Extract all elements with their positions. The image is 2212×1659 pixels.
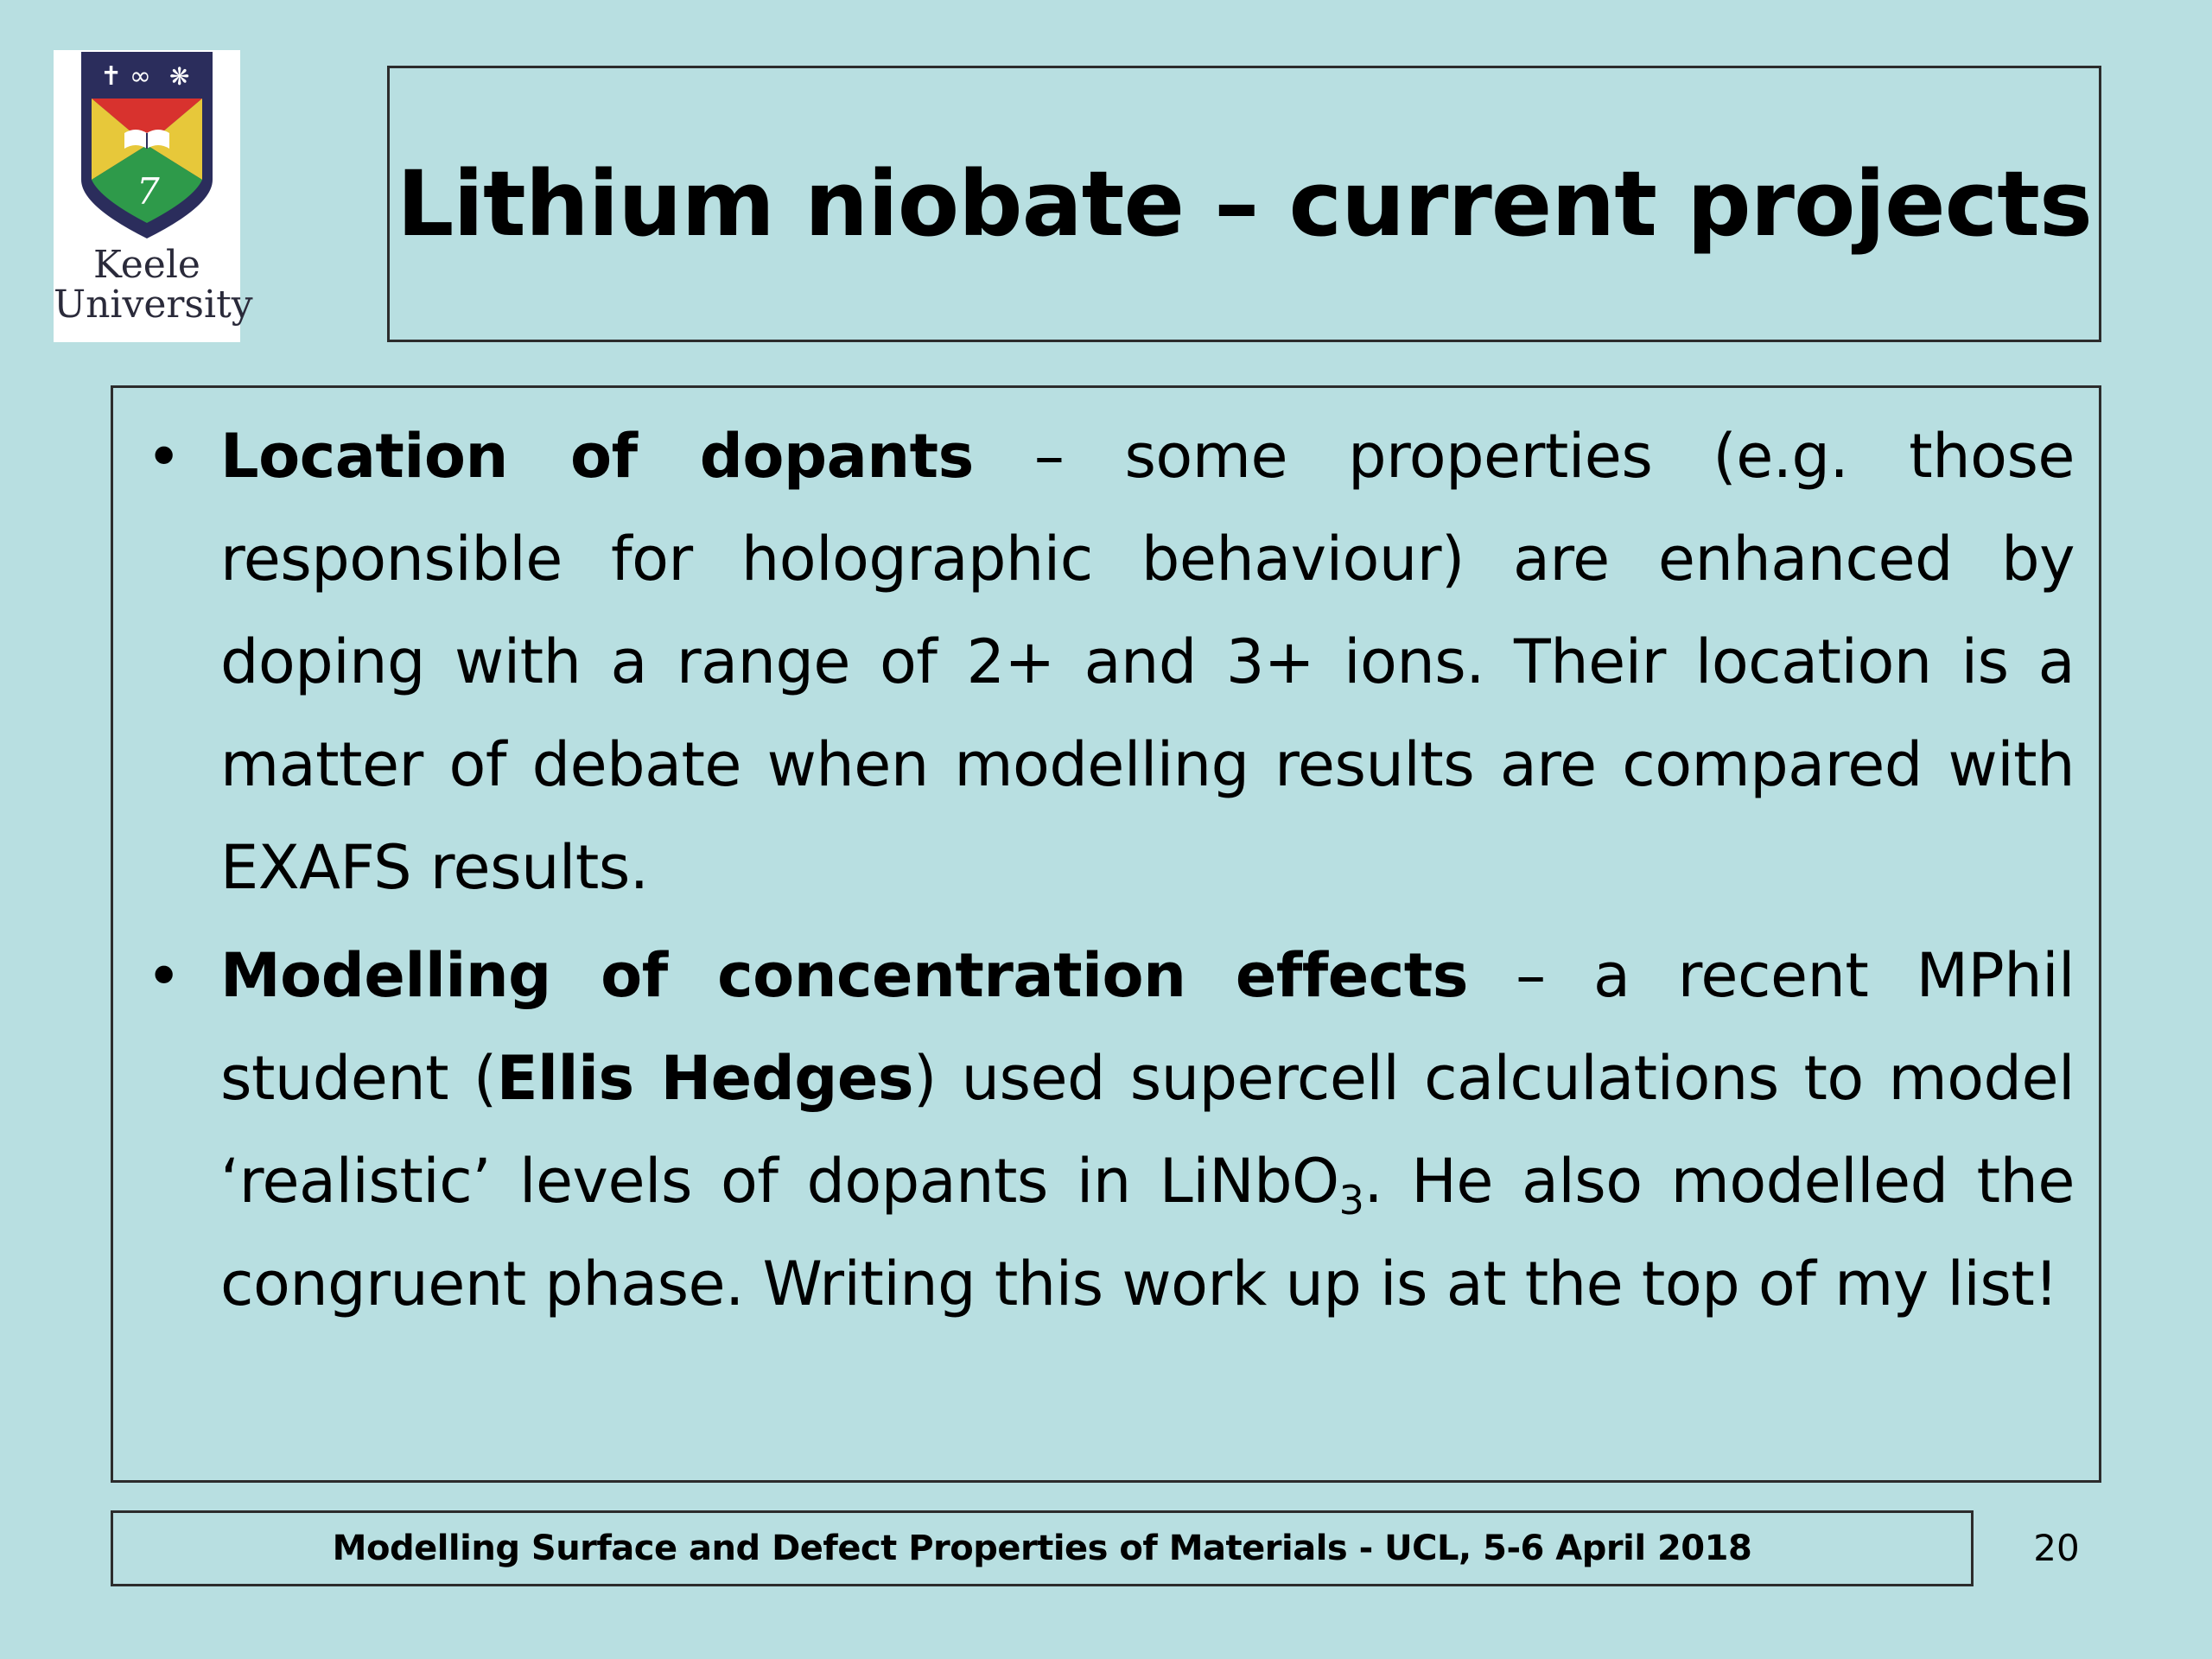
svg-text:∞: ∞	[130, 61, 151, 92]
bullet-body-part-c: . He also modelled the congruent phase. Writing this work up is at the top of my list!	[220, 1146, 2075, 1319]
title-box	[387, 66, 2101, 342]
bullet-item-modelling-concentration	[146, 925, 2075, 1336]
bullet-heading: Modelling of concentration effects	[220, 940, 1468, 1011]
bullet-heading: Location of dopants	[220, 421, 974, 492]
footer-text: Modelling Surface and Defect Properties of Materials - UCL, 5-6 April 2018	[332, 1529, 1752, 1568]
bullet-item-location-of-dopants	[146, 405, 2075, 919]
bullet-symbol: •	[146, 941, 182, 1012]
svg-text:❋: ❋	[169, 62, 190, 91]
student-name: Ellis Hedges	[496, 1043, 914, 1114]
bullet-symbol: •	[146, 422, 182, 493]
bullet-text	[220, 405, 2075, 919]
logo-text-university: University	[54, 283, 253, 327]
keele-shield-icon	[73, 50, 221, 245]
bullet-text	[220, 925, 2075, 1336]
svg-text:7: 7	[137, 170, 160, 213]
page-number: 20	[2033, 1527, 2080, 1569]
bullet-body-part-a: – a recent MPhil student (	[220, 940, 2075, 1114]
logo-text-keele: Keele	[93, 243, 200, 287]
slide-title: Lithium niobate – current projects	[397, 151, 2092, 257]
bullet-body: – some properties (e.g. those responsible for holographic behaviour) are enhanced by doping with a range of 2+ and 3+ ions. Their location is a matter of debate when modelling results are compared with EXAFS results.	[220, 421, 2075, 903]
bullet-body-part-b: ) used supercell calculations to model ‘realistic’ levels of dopants in LiNbO	[220, 1043, 2075, 1217]
chemical-subscript: 3	[1338, 1177, 1364, 1224]
keele-university-logo	[54, 50, 253, 342]
footer-box	[111, 1510, 1974, 1586]
svg-text:✝: ✝	[100, 61, 123, 92]
content-box	[111, 385, 2101, 1483]
